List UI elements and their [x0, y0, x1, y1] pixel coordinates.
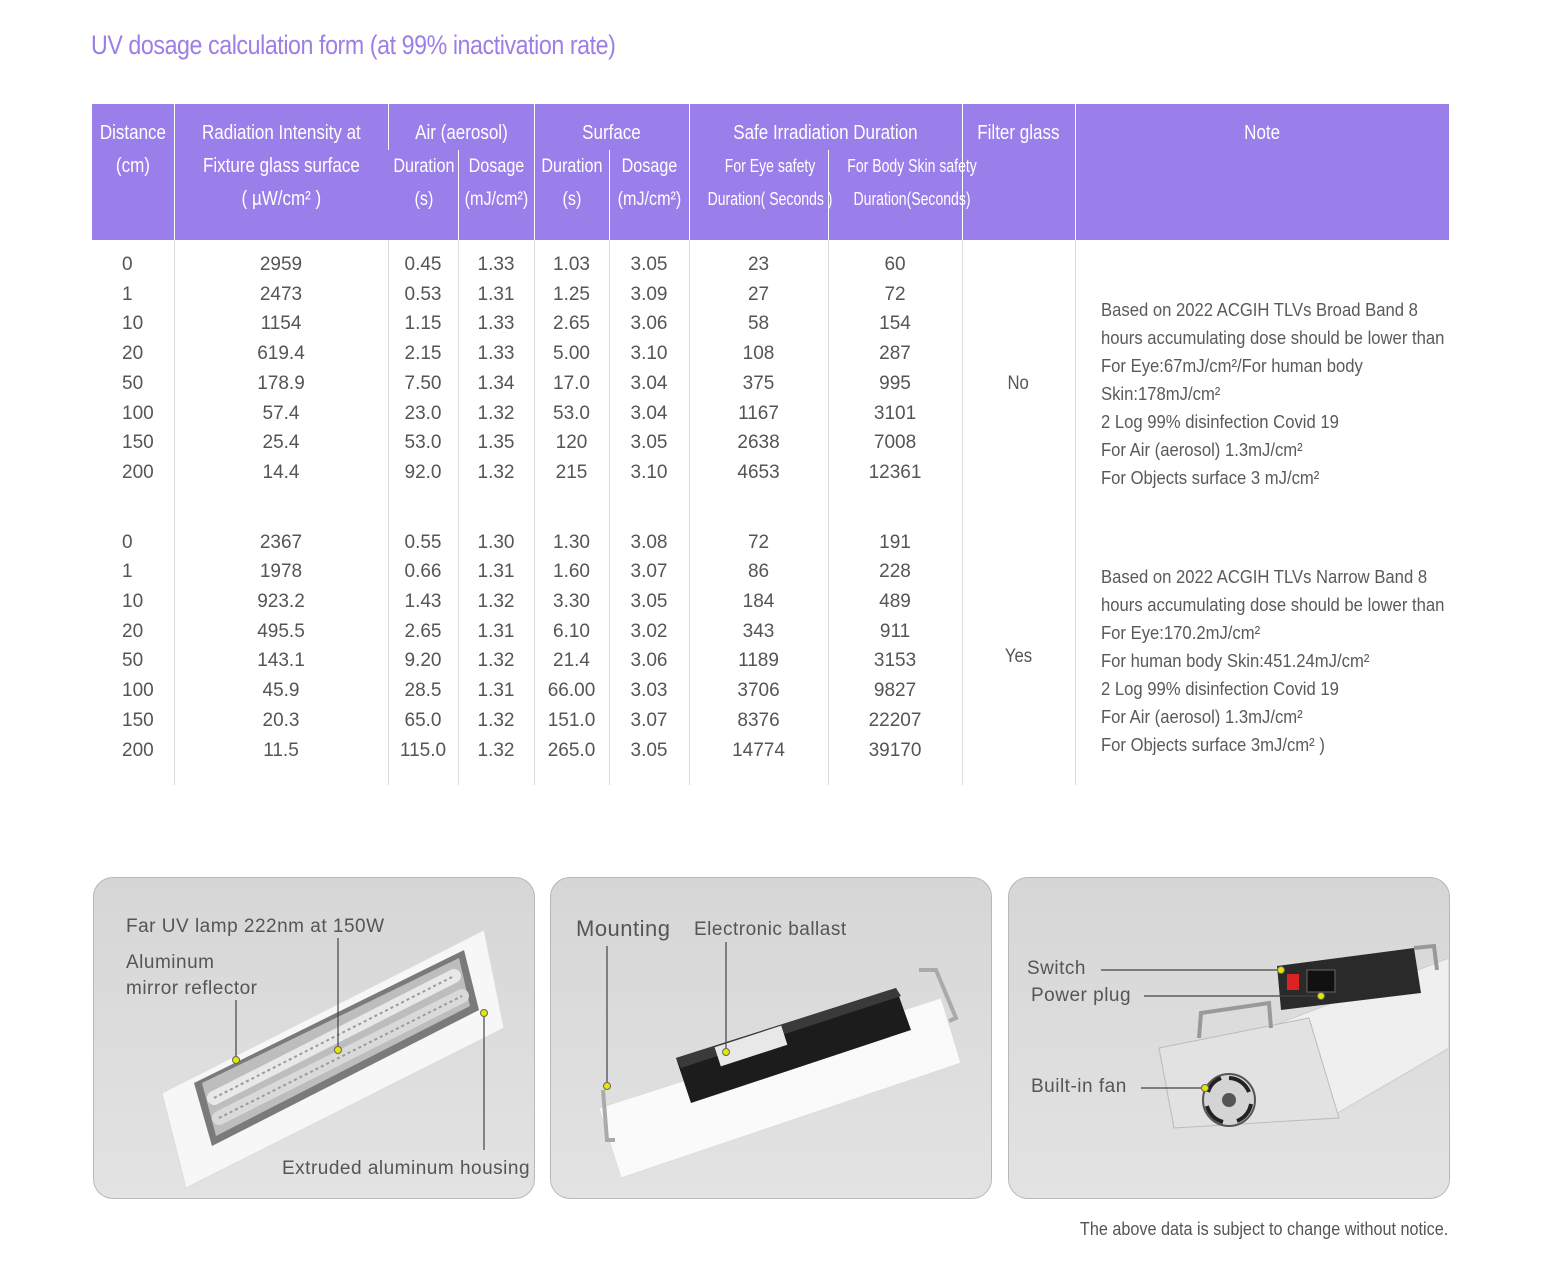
table-cell: 3101	[873, 402, 917, 424]
note-line: 2 Log 99% disinfection Covid 19	[1100, 410, 1339, 432]
table-cell: 489	[879, 591, 911, 613]
air-dosage-column	[458, 528, 534, 786]
filter-glass-value: Yes	[962, 528, 1075, 786]
table-cell: 4653	[737, 461, 780, 483]
table-cell: 1.43	[404, 591, 442, 613]
table-cell: 1.15	[404, 313, 442, 335]
table-cell: 10	[122, 313, 144, 335]
table-cell: 191	[879, 531, 911, 553]
header-surface-dosage: Dosage (mJ/cm²)	[609, 150, 689, 240]
table-cell: 1.60	[553, 561, 590, 583]
label-switch: Switch	[1027, 958, 1086, 979]
table-cell: 17.0	[553, 372, 590, 394]
air-duration-column	[388, 240, 458, 528]
table-cell: 1.34	[477, 372, 515, 394]
table-cell: 178.9	[257, 372, 305, 394]
table-cell: 911	[879, 620, 911, 642]
table-cell: 9827	[873, 680, 917, 702]
note-line: For Objects surface 3 mJ/cm²	[1100, 466, 1319, 488]
note-line: hours accumulating dose should be lower than	[1100, 326, 1444, 348]
table-cell: 3.05	[630, 254, 668, 275]
table-cell: 150	[122, 709, 154, 731]
body-safety-column	[828, 240, 962, 528]
header-air-duration: Duration (s)	[388, 150, 458, 240]
table-cell: 3.05	[630, 432, 668, 454]
table-cell: 154	[879, 313, 911, 335]
back-view-illustration	[1009, 878, 1449, 1198]
table-cell: 11.5	[263, 739, 299, 761]
table-cell: 28.5	[404, 680, 442, 702]
table-cell: 150	[122, 432, 154, 454]
header-distance: Distance (cm)	[92, 104, 174, 240]
surface-dosage-column	[609, 528, 689, 786]
table-cell: 3153	[873, 650, 917, 672]
table-cell: 2473	[259, 283, 303, 305]
table-cell: 151.0	[547, 709, 596, 731]
distance-column	[92, 240, 174, 528]
table-group-broad-band	[92, 240, 1449, 528]
table-cell: 1167	[738, 402, 779, 424]
header-safe-duration: Safe Irradiation Duration	[689, 104, 962, 150]
table-cell: 3.06	[630, 650, 668, 672]
note-narrow-band	[1075, 528, 1449, 786]
table-cell: 0.66	[404, 561, 442, 583]
header-surface: Surface	[534, 104, 689, 150]
table-cell: 25.4	[262, 432, 300, 454]
table-cell: 50	[122, 650, 144, 672]
table-cell: 3.06	[630, 313, 668, 335]
table-cell: 120	[555, 432, 588, 454]
table-cell: 7008	[873, 432, 917, 454]
table-cell: 9.20	[404, 650, 442, 672]
note-line: For human body Skin:451.24mJ/cm²	[1100, 650, 1369, 672]
table-cell: 1.31	[477, 561, 515, 583]
table-cell: 1154	[260, 313, 302, 335]
panel-back-view	[1008, 877, 1450, 1199]
panel-mounting	[550, 877, 992, 1199]
table-cell: 1.25	[553, 283, 590, 305]
table-cell: 228	[879, 561, 911, 583]
table-cell: 0.45	[404, 254, 442, 275]
table-cell: 57.4	[262, 402, 300, 424]
label-electronic-ballast: Electronic ballast	[694, 919, 847, 940]
eye-safety-column	[689, 240, 828, 528]
intensity-column	[174, 528, 388, 786]
air-duration-column	[388, 528, 458, 786]
header-air-dosage: Dosage (mJ/cm²)	[458, 150, 534, 240]
surface-dosage-column	[609, 240, 689, 528]
note-line: For Objects surface 3mJ/cm² )	[1100, 734, 1325, 756]
table-cell: 184	[742, 591, 775, 613]
label-power-plug: Power plug	[1031, 985, 1132, 1006]
table-cell: 58	[747, 313, 770, 335]
table-cell: 3.03	[630, 680, 668, 702]
table-cell: 1.03	[553, 254, 590, 275]
table-cell: 2638	[737, 432, 780, 454]
table-cell: 995	[879, 372, 911, 394]
table-cell: 14.4	[262, 461, 300, 483]
note-broad-band	[1075, 240, 1449, 528]
footnote: The above data is subject to change without notice.	[1079, 1219, 1448, 1239]
table-cell: 65.0	[404, 709, 442, 731]
note-line: For Air (aerosol) 1.3mJ/cm²	[1100, 438, 1303, 460]
table-cell: 265.0	[547, 739, 596, 761]
table-cell: 1189	[738, 650, 779, 672]
table-cell: 0.53	[404, 283, 442, 305]
table-cell: 22207	[868, 709, 922, 731]
table-cell: 1.32	[477, 461, 515, 483]
table-cell: 0	[122, 254, 133, 275]
table-cell: 2.65	[404, 620, 442, 642]
table-cell: 27	[747, 283, 770, 305]
eye-safety-column	[689, 528, 828, 786]
table-cell: 45.9	[262, 680, 300, 702]
table-cell: 86	[747, 561, 770, 583]
note-line: For Air (aerosol) 1.3mJ/cm²	[1100, 706, 1303, 728]
filter-glass-value: No	[962, 240, 1075, 528]
air-dosage-column	[458, 240, 534, 528]
table-cell: 115.0	[399, 739, 447, 761]
label-far-uv-lamp: Far UV lamp 222nm at 150W	[126, 916, 385, 937]
header-air: Air (aerosol)	[388, 104, 534, 150]
uv-dosage-table	[92, 104, 1449, 785]
note-line: Based on 2022 ACGIH TLVs Broad Band 8	[1100, 298, 1418, 320]
table-group-narrow-band	[92, 528, 1449, 786]
table-cell: 1.31	[477, 283, 515, 305]
table-cell: 60	[884, 254, 906, 275]
table-cell: 12361	[868, 461, 922, 483]
header-body-safety: For Body Skin safety Duration(Seconds)	[828, 150, 962, 240]
table-cell: 343	[742, 620, 775, 642]
table-cell: 3.09	[630, 283, 668, 305]
header-note: Note	[1075, 104, 1449, 240]
table-cell: 1.33	[477, 313, 515, 335]
table-cell: 1978	[259, 561, 303, 583]
note-line: For Eye:67mJ/cm²/For human body	[1100, 354, 1363, 376]
header-filter-glass: Filter glass	[962, 104, 1075, 240]
note-line: 2 Log 99% disinfection Covid 19	[1100, 678, 1339, 700]
table-cell: 375	[742, 372, 775, 394]
table-cell: 3.08	[630, 531, 668, 553]
distance-column	[92, 528, 174, 786]
table-cell: 39170	[868, 739, 922, 761]
table-cell: 1	[122, 561, 133, 583]
table-cell: 287	[879, 343, 911, 365]
table-cell: 923.2	[257, 591, 305, 613]
table-cell: 20	[122, 620, 144, 642]
table-cell: 2367	[259, 531, 303, 553]
note-line: Based on 2022 ACGIH TLVs Narrow Band 8	[1100, 566, 1427, 588]
table-cell: 6.10	[553, 620, 590, 642]
table-cell: 3.10	[630, 343, 668, 365]
table-cell: 72	[884, 283, 906, 305]
table-cell: 1.30	[477, 531, 515, 553]
table-cell: 20	[122, 343, 144, 365]
label-aluminum: Aluminum	[126, 952, 215, 973]
table-cell: 3.05	[630, 739, 668, 761]
label-built-in-fan: Built-in fan	[1031, 1076, 1127, 1097]
table-cell: 72	[747, 531, 770, 553]
table-cell: 92.0	[404, 461, 442, 483]
table-cell: 0.55	[404, 531, 442, 553]
note-line: hours accumulating dose should be lower than	[1100, 594, 1444, 616]
table-cell: 1	[122, 283, 133, 305]
table-cell: 215	[555, 461, 588, 483]
table-cell: 1.32	[477, 402, 515, 424]
table-cell: 1.32	[477, 591, 515, 613]
table-cell: 50	[122, 372, 144, 394]
table-cell: 3.07	[630, 709, 668, 731]
table-cell: 20.3	[262, 709, 300, 731]
header-surface-duration: Duration (s)	[534, 150, 609, 240]
table-cell: 66.00	[547, 680, 596, 702]
label-mirror-reflector: mirror reflector	[126, 978, 258, 999]
table-cell: 0	[122, 531, 133, 553]
table-cell: 23	[747, 254, 770, 275]
table-cell: 53.0	[404, 432, 442, 454]
table-cell: 108	[742, 343, 775, 365]
table-cell: 7.50	[404, 372, 442, 394]
surface-duration-column	[534, 528, 609, 786]
table-cell: 200	[122, 461, 154, 483]
table-cell: 8376	[737, 709, 780, 731]
table-cell: 5.00	[553, 343, 590, 365]
header-radiation-intensity: Radiation Intensity at Fixture glass surface ( µW/cm² )	[174, 104, 388, 240]
note-line: Skin:178mJ/cm²	[1100, 382, 1220, 404]
label-mounting: Mounting	[576, 916, 671, 941]
table-cell: 619.4	[257, 343, 305, 365]
page-title: UV dosage calculation form (at 99% inactivation rate)	[91, 30, 616, 60]
table-cell: 14774	[732, 739, 785, 761]
label-extruded-housing: Extruded aluminum housing	[282, 1158, 531, 1179]
table-cell: 1.33	[477, 254, 515, 275]
note-line: For Eye:170.2mJ/cm²	[1100, 622, 1260, 644]
table-cell: 1.33	[477, 343, 515, 365]
table-cell: 495.5	[257, 620, 305, 642]
table-cell: 21.4	[553, 650, 590, 672]
table-cell: 2.15	[404, 343, 442, 365]
table-cell: 2.65	[553, 313, 590, 335]
table-cell: 10	[122, 591, 144, 613]
table-cell: 100	[122, 680, 154, 702]
table-cell: 1.32	[477, 709, 515, 731]
table-cell: 1.35	[477, 432, 515, 454]
table-cell: 100	[122, 402, 154, 424]
table-cell: 143.1	[257, 650, 305, 672]
table-cell: 200	[122, 739, 154, 761]
table-cell: 3.07	[630, 561, 668, 583]
table-cell: 1.31	[477, 680, 515, 702]
table-cell: 1.31	[477, 620, 515, 642]
table-cell: 1.30	[553, 531, 590, 553]
table-cell: 3.30	[553, 591, 590, 613]
table-cell: 1.32	[477, 739, 515, 761]
table-cell: 1.32	[477, 650, 515, 672]
body-safety-column	[828, 528, 962, 786]
table-cell: 3.04	[630, 402, 668, 424]
table-cell: 53.0	[553, 402, 590, 424]
table-cell: 3706	[737, 680, 780, 702]
header-eye-safety: For Eye safety Duration( Seconds )	[689, 150, 828, 240]
table-cell: 3.05	[630, 591, 668, 613]
table-cell: 3.10	[630, 461, 668, 483]
panel-lamp	[93, 877, 535, 1199]
table-cell: 3.04	[630, 372, 668, 394]
table-cell: 3.02	[630, 620, 668, 642]
table-cell: 2959	[259, 254, 303, 275]
surface-duration-column	[534, 240, 609, 528]
table-cell: 23.0	[404, 402, 442, 424]
intensity-column	[174, 240, 388, 528]
